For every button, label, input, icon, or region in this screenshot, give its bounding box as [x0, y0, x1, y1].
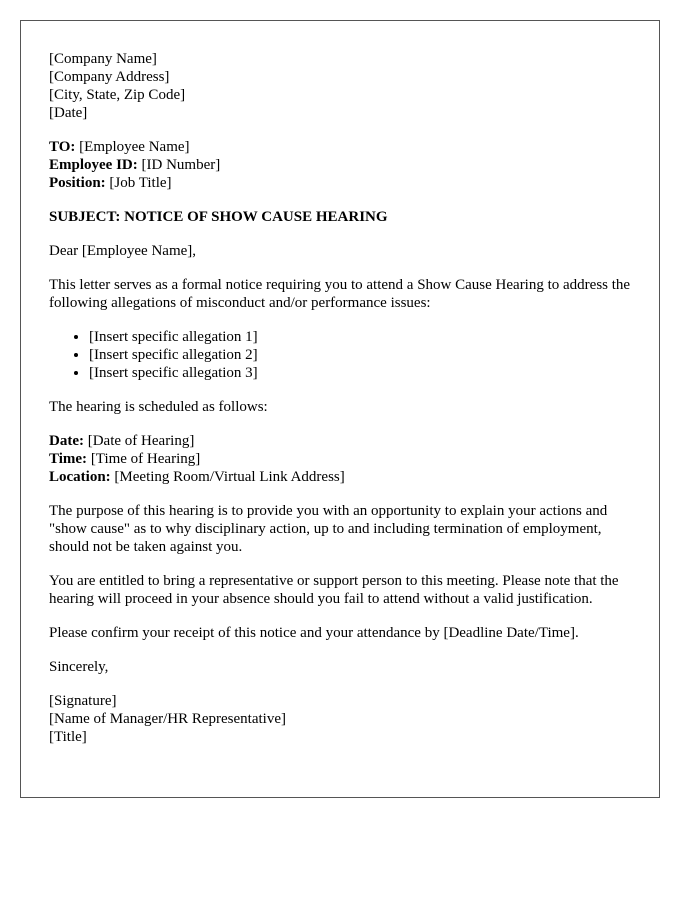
closing: Sincerely,: [49, 659, 109, 675]
signer-name: [Name of Manager/HR Representative]: [49, 711, 286, 727]
hearing-location-label: Location:: [49, 469, 111, 485]
hearing-time-line: [49, 450, 631, 468]
confirm-paragraph: Please confirm your receipt of this notice and your attendance by [Deadline Date/Time].: [49, 625, 579, 641]
company-address: [Company Address]: [49, 69, 170, 85]
recipient-block: [49, 138, 631, 192]
hearing-date-value: [Date of Hearing]: [83, 433, 195, 449]
signature-block: [49, 692, 631, 746]
schedule-intro: The hearing is scheduled as follows:: [49, 399, 268, 415]
position-value: [Job Title]: [105, 175, 172, 191]
employee-id-value: [ID Number]: [137, 157, 221, 173]
list-item: • [Insert specific allegation 1]: [89, 328, 631, 346]
to-value: [Employee Name]: [75, 139, 190, 155]
hearing-date-label: Date:: [49, 433, 84, 449]
purpose-paragraph: The purpose of this hearing is to provide you with an opportunity to explain your actions and "show cause" as to why disciplinary action, up to and including termination of employment, should not be taken against you.: [49, 503, 608, 555]
allegations-list: [49, 328, 631, 382]
hearing-date-line: [49, 432, 631, 450]
signature-placeholder: [Signature]: [49, 693, 117, 709]
list-item: • [Insert specific allegation 3]: [89, 364, 631, 382]
salutation: Dear [Employee Name],: [49, 243, 197, 259]
city-state-zip: [City, State, Zip Code]: [49, 87, 186, 103]
rights-paragraph: You are entitled to bring a representative or support person to this meeting. Please note that the hearing will proceed in your absence should you fail to attend without a valid justification.: [49, 573, 619, 607]
letter-date: [Date]: [49, 105, 88, 121]
hearing-time-label: Time:: [49, 451, 88, 467]
hearing-location-line: [49, 468, 631, 486]
hearing-time-value: [Time of Hearing]: [87, 451, 201, 467]
employee-id-line: [49, 156, 631, 174]
position-label: Position:: [49, 175, 106, 191]
subject-line: SUBJECT: NOTICE OF SHOW CAUSE HEARING: [49, 209, 388, 225]
to-line: [49, 138, 631, 156]
hearing-location-value: [Meeting Room/Virtual Link Address]: [110, 469, 345, 485]
letter: [20, 20, 660, 798]
list-item: • [Insert specific allegation 2]: [89, 346, 631, 364]
sender-block: [49, 50, 631, 122]
intro-paragraph: This letter serves as a formal notice requiring you to attend a Show Cause Hearing to address the following allegations of misconduct and/or performance issues:: [49, 277, 631, 311]
employee-id-label: Employee ID:: [49, 157, 138, 173]
position-line: [49, 174, 631, 192]
signer-title: [Title]: [49, 729, 87, 745]
schedule-block: [49, 432, 631, 486]
to-label: TO:: [49, 139, 76, 155]
company-name: [Company Name]: [49, 51, 157, 67]
